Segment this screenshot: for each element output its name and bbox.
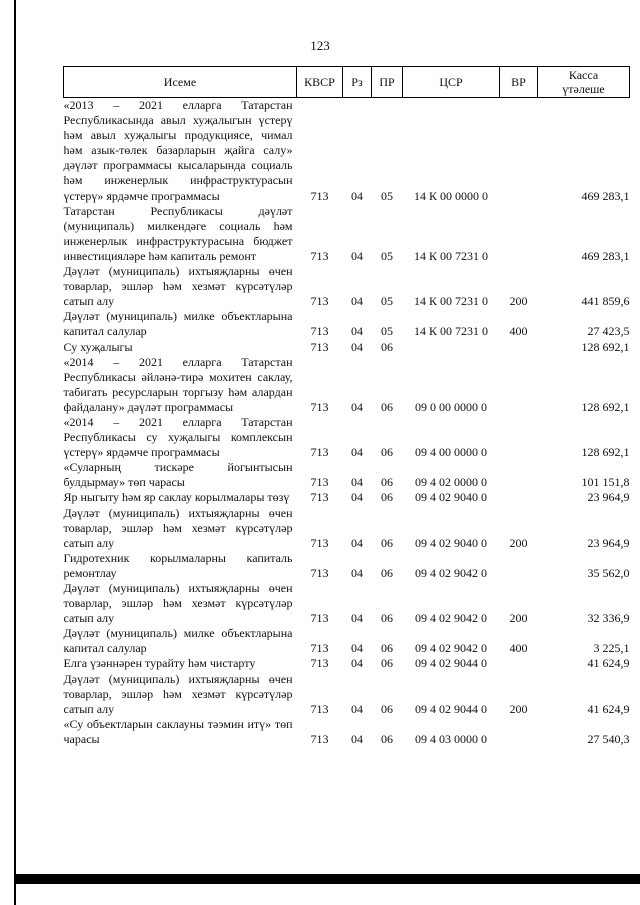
row-kvsr: 713 [310,490,329,505]
row-amount: 41 624,9 [587,701,630,716]
row-kvsr: 713 [310,445,329,460]
row-rz: 04 [351,324,363,339]
page-bottom-border [14,874,640,884]
row-rz: 04 [351,248,363,263]
row-name: Татарстан Республикасы дәүләт (муниципаль) милкендәге социаль һәм инженерлык инфраструктурасына бюджет инвестицияләре һәм капиталь ремонт [63,203,293,263]
row-csr: 09 4 00 0000 0 [415,445,487,460]
header-kvsr: КВСР [297,67,343,98]
row-vr: 400 [509,324,528,339]
page-number: 123 [310,38,330,53]
row-vr [500,656,538,671]
row-kvsr: 713 [310,731,329,746]
table-header [64,67,630,98]
row-name: «2014 – 2021 елларга Татарстан Республикасы су хуҗалыгы комплексын үстерү» ярдәмче программасы [63,414,293,460]
row-csr: 09 4 02 9040 0 [415,535,487,550]
row-rz: 04 [351,565,363,580]
row-csr: 09 4 02 9042 0 [415,565,487,580]
row-kvsr: 713 [310,641,329,656]
row-rz: 04 [351,490,363,505]
row-rz: 04 [351,188,363,203]
row-rz: 04 [351,535,363,550]
row-csr: 14 К 00 7231 0 [413,324,488,339]
row-name: Елга үзәннәрен турайту һәм чистарту [63,656,256,671]
row-csr: 09 0 00 0000 0 [415,399,487,414]
row-name: «2013 – 2021 елларга Татарстан Республикасында авыл хуҗалыгын үстерү һәм авыл хуҗалыгы продукциясе, чимал һәм азык-төлек базарларын җайга салу» дәүләт программасы кысаларында социаль һәм инженерлык инфраструктурасын үстерү» ярдәмче программасы [63,98,293,203]
header-vr: ВР [500,67,538,98]
table-row [64,264,630,309]
row-amount: 3 225,1 [593,641,630,656]
row-pr: 06 [381,535,393,550]
header-kassa-line2: үтәлеше [562,82,605,96]
table-row [64,551,630,581]
row-csr: 14 К 00 7231 0 [413,294,488,309]
row-csr: 09 4 02 9044 0 [415,701,487,716]
row-pr: 05 [381,294,393,309]
row-vr: 200 [509,294,528,309]
row-amount: 469 283,1 [581,188,630,203]
row-vr: 200 [509,611,528,626]
row-pr: 06 [381,641,393,656]
header-kassa [538,67,630,98]
row-name: «Су объектларын саклауны тәэмин итү» төп чарасы [63,716,293,746]
row-vr [500,490,538,505]
row-name: Су хуҗалыгы [63,339,133,354]
table-row [64,415,630,460]
row-csr: 09 4 02 9042 0 [415,641,487,656]
row-amount: 101 151,8 [581,475,630,490]
table-row [64,672,630,717]
row-name: Дәүләт (муниципаль) ихтыяҗларны өчен товарлар, эшләр һәм хезмәт күрсәтүләр сатып алу [63,505,293,550]
row-name: Гидротехник корылмаларны капиталь ремонтлау [63,550,293,580]
row-pr: 05 [381,324,393,339]
header-csr: ЦСР [403,67,500,98]
row-amount: 41 624,9 [587,656,630,671]
row-amount: 128 692,1 [581,445,630,460]
row-rz: 04 [351,611,363,626]
table-row [64,460,630,490]
row-name: «Суларның тискәре йогынтысын булдырмау» төп чарасы [63,460,293,490]
row-rz: 04 [351,399,363,414]
row-kvsr: 713 [310,611,329,626]
table-row [64,490,630,505]
row-rz: 04 [351,445,363,460]
row-rz: 04 [351,731,363,746]
header-rz: Рз [343,67,372,98]
row-vr [500,204,538,264]
row-csr: 09 4 03 0000 0 [415,731,487,746]
row-pr: 06 [381,490,393,505]
table-row [64,309,630,339]
table-row [64,626,630,656]
row-pr: 05 [381,188,393,203]
row-pr: 06 [381,565,393,580]
row-kvsr: 713 [310,565,329,580]
row-amount: 35 562,0 [587,565,630,580]
row-amount: 23 964,9 [587,535,630,550]
row-rz: 04 [351,339,363,354]
row-kvsr: 713 [310,294,329,309]
row-kvsr: 713 [310,701,329,716]
header-pr: ПР [372,67,403,98]
row-amount: 27 423,5 [587,324,630,339]
row-csr: 09 4 02 9044 0 [415,656,487,671]
row-rz: 04 [351,701,363,716]
row-pr: 06 [381,701,393,716]
row-name: Яр ныгыту һәм яр саклау корылмалары төзү [63,490,290,505]
budget-table [63,66,630,747]
row-name: Дәүләт (муниципаль) милке объектларына капитал салулар [63,309,293,339]
row-kvsr: 713 [310,339,329,354]
row-name: «2014 – 2021 елларга Татарстан Республикасы әйләнә-тирә мохитен саклау, табигать ресурсларын торгызу һәм алардан файдалану» дәүләт программасы [63,354,293,414]
row-vr: 400 [509,641,528,656]
row-pr: 06 [381,339,393,354]
table-body [64,98,630,748]
row-vr [500,460,538,490]
table-row [64,204,630,264]
row-pr: 06 [381,611,393,626]
row-vr [500,98,538,204]
row-kvsr: 713 [310,475,329,490]
row-name: Дәүләт (муниципаль) ихтыяҗларны өчен товарлар, эшләр һәм хезмәт күрсәтүләр сатып алу [63,264,293,309]
row-rz: 04 [351,656,363,671]
row-name: Дәүләт (муниципаль) ихтыяҗларны өчен товарлар, эшләр һәм хезмәт күрсәтүләр сатып алу [63,581,293,626]
row-csr: 09 4 02 0000 0 [415,475,487,490]
row-rz: 04 [351,641,363,656]
row-pr: 06 [381,656,393,671]
row-amount: 128 692,1 [581,339,630,354]
row-kvsr: 713 [310,535,329,550]
header-name: Исеме [64,67,297,98]
row-name: Дәүләт (муниципаль) ихтыяҗларны өчен товарлар, эшләр һәм хезмәт күрсәтүләр сатып алу [63,671,293,716]
row-amount: 27 540,3 [587,731,630,746]
table-row [64,355,630,415]
row-pr: 05 [381,248,393,263]
row-vr: 200 [509,701,528,716]
row-kvsr: 713 [310,324,329,339]
table-row [64,340,630,355]
row-vr [500,355,538,415]
row-vr [500,551,538,581]
row-vr [500,717,538,747]
row-csr: 14 К 00 0000 0 [413,188,488,203]
table-row [64,656,630,671]
row-pr: 06 [381,475,393,490]
row-rz: 04 [351,475,363,490]
table-row [64,506,630,551]
row-kvsr: 713 [310,248,329,263]
row-pr: 06 [381,445,393,460]
row-pr: 06 [381,731,393,746]
row-vr: 200 [509,535,528,550]
row-vr [500,340,538,355]
row-kvsr: 713 [310,399,329,414]
row-kvsr: 713 [310,188,329,203]
header-kassa-line1: Касса [568,68,599,82]
row-csr: 14 К 00 7231 0 [413,248,488,263]
row-amount: 469 283,1 [581,248,630,263]
table-row [64,98,630,204]
row-kvsr: 713 [310,656,329,671]
row-csr: 09 4 02 9042 0 [415,611,487,626]
row-amount: 23 964,9 [587,490,630,505]
row-amount: 441 859,6 [581,294,630,309]
row-csr: 09 4 02 9040 0 [415,490,487,505]
row-amount: 128 692,1 [581,399,630,414]
row-vr [500,415,538,460]
page-left-border [14,0,16,905]
table-row [64,581,630,626]
row-name: Дәүләт (муниципаль) милке объектларына капитал салулар [63,626,293,656]
row-pr: 06 [381,399,393,414]
row-amount: 32 336,9 [587,611,630,626]
row-csr [403,340,500,355]
row-rz: 04 [351,294,363,309]
table-row [64,717,630,747]
